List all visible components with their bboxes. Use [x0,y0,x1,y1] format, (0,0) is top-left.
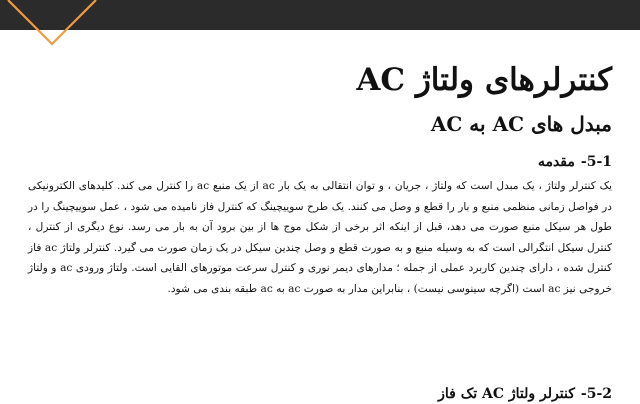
section-number: 5-1- [580,154,612,170]
chapter-subtitle: مبدل های AC به AC [430,112,612,136]
section-title-2: کنترلر ولتاژ AC تک فاز [438,386,575,402]
section-heading [28,152,612,172]
section-title: مقدمه [537,154,575,170]
section-heading-2 [438,384,612,404]
section-number-2: 5-2- [580,386,612,402]
section-paragraph: یک کنترلر ولتاژ ، یک مبدل است که ولتاژ ، جریان ، و توان انتقالی به یک بار ac از یک منبع ac را کنترل می کند. کلیدهای الکترونیکی در فواصل زمانی منظمی منبع و بار را قطع و وصل می کنند. یک طرح سوییچینگ که کنترل فاز نامیده می شود ، عمل سوییچینگ را در طول هر سیکل منبع صورت می دهد، قبل از اینکه اثر برخی از شکل موج ها از بین برود آن به بار می رسد. نوع دیگری از کنترل ، کنترل سیکل انتگرالی است که به وسیله منبع و به صورت قطع و وصل چندین سیکل در یک زمان صورت می گیرد. کنترلر ولتاژ ac فاز کنترل شده ، دارای چندین کاربرد عملی از جمله ؛ مدارهای دیمر نوری و کنترل سرعت موتورهای القایی است. ولتاژ ورودی ac و ولتاژ خروجی نیز ac است (اگرچه سینوسی نیست) ، بنابراین مدار به صورت ac به ac طبقه بندی می شود. [28,180,612,295]
document-body [28,30,612,300]
chapter-title: کنترلرهای ولتاژ AC [356,62,612,98]
